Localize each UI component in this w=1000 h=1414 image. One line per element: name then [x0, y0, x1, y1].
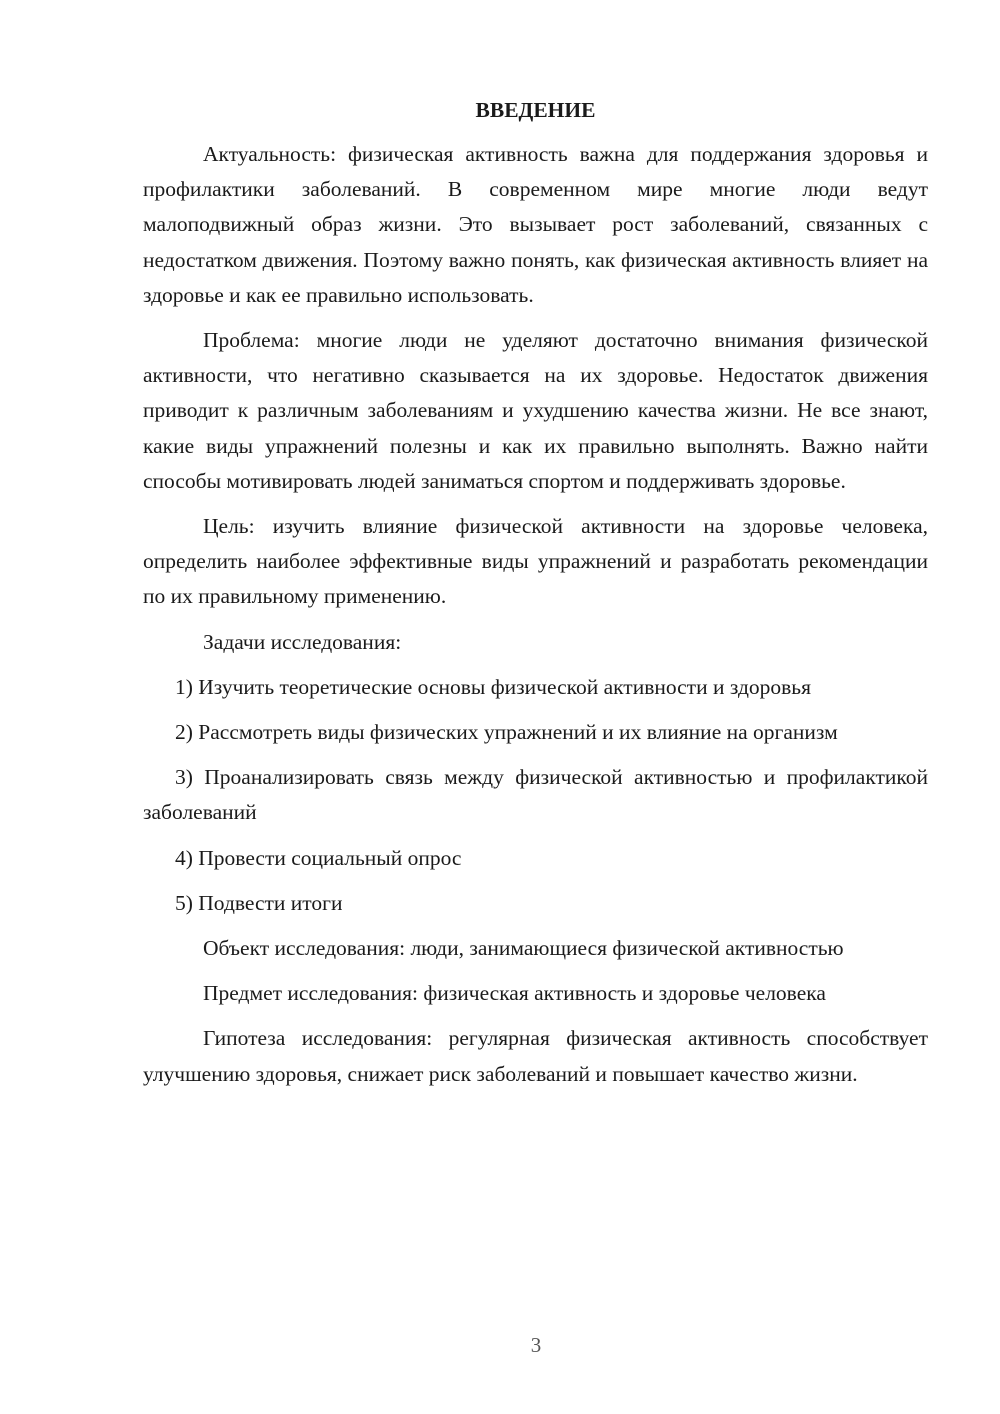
task-item-4: 4) Провести социальный опрос — [175, 845, 462, 870]
task-item-5: 5) Подвести итоги — [175, 890, 343, 915]
document-page — [143, 93, 928, 1102]
section-title: ВВЕДЕНИЕ — [475, 98, 596, 122]
paragraph-hypothesis: Гипотеза исследования: регулярная физическая активность способствует улучшению здоровья, снижает риск заболеваний и повышает качество жизни. — [143, 1026, 928, 1086]
task-item-1: 1) Изучить теоретические основы физической активности и здоровья — [175, 674, 811, 699]
tasks-heading: Задачи исследования: — [203, 629, 402, 654]
paragraph-subject: Предмет исследования: физическая активность и здоровье человека — [203, 981, 826, 1006]
task-item-3: 3) Проанализировать связь между физической активностью и профилактикой заболеваний — [143, 765, 928, 825]
page-number: 3 — [530, 1333, 542, 1357]
paragraph-object: Объект исследования: люди, занимающиеся физической активностью — [203, 936, 844, 961]
paragraph-goal: Цель: изучить влияние физической активности на здоровье человека, определить наиболее эффективные виды упражнений и разработать рекомендации по их правильному применению. — [143, 514, 928, 609]
paragraph-relevance: Актуальность: физическая активность важна для поддержания здоровья и профилактики заболеваний. В современном мире многие люди ведут малоподвижный образ жизни. Это вызывает рост заболеваний, связанных с недостатком движения. Поэтому важно понять, как физическая активность влияет на здоровье и как ее правильно использовать. — [143, 142, 928, 307]
paragraph-problem: Проблема: многие люди не уделяют достаточно внимания физической активности, что негативно сказывается на их здоровье. Недостаток движения приводит к различным заболеваниям и ухудшению качества жизни. Не все знают, какие виды упражнений полезны и как их правильно выполнять. Важно найти способы мотивировать людей заниматься спортом и поддерживать здоровье. — [143, 328, 928, 493]
task-item-2: 2) Рассмотреть виды физических упражнений и их влияние на организм — [175, 720, 838, 745]
